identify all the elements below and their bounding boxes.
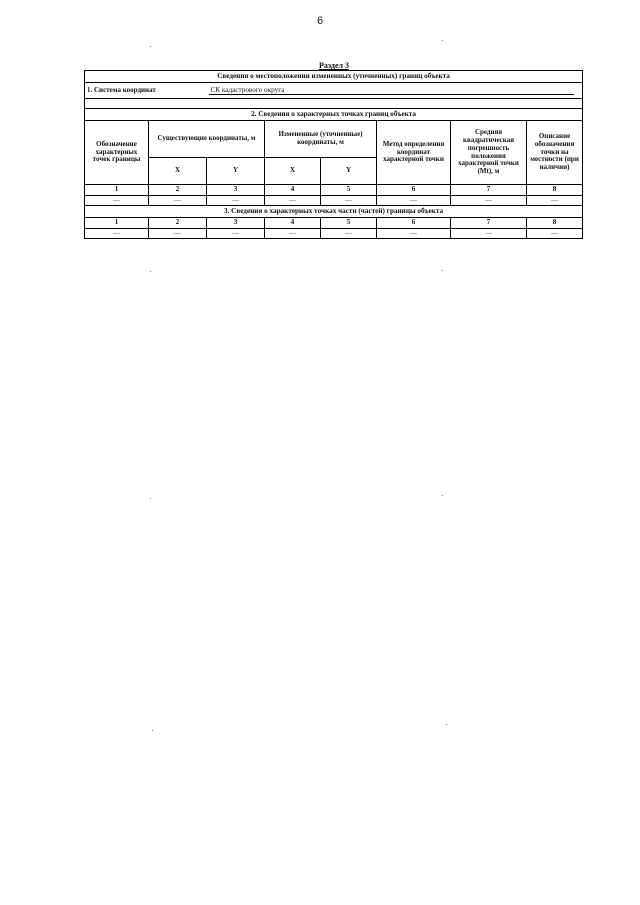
table-cell: —: [207, 196, 265, 206]
column-number: 2: [149, 218, 207, 229]
header-description: Описание обозначения точки на местности (при наличии): [527, 121, 583, 185]
column-number: 8: [527, 218, 583, 229]
boundary-table: [84, 70, 583, 239]
table-cell: —: [527, 229, 583, 239]
header-changed-coords: Измененные (уточненные) координаты, м: [265, 121, 377, 158]
header-method: Метод определения координат характерной точки: [377, 121, 451, 185]
table-row: [85, 196, 583, 206]
coord-system-label: 1. Система координат: [85, 83, 207, 99]
column-number: 6: [377, 185, 451, 196]
column-number: 3: [207, 218, 265, 229]
table-cell: —: [265, 196, 321, 206]
coord-system-underline: [209, 94, 575, 95]
table-cell: —: [149, 229, 207, 239]
column-number: 5: [321, 185, 377, 196]
column-number: 7: [451, 185, 527, 196]
table-cell: —: [527, 196, 583, 206]
column-number: 5: [321, 218, 377, 229]
table-cell: —: [207, 229, 265, 239]
column-number: 1: [85, 185, 149, 196]
header-existing-x: X: [149, 158, 207, 185]
spacer-cell: [85, 99, 583, 109]
column-number: 8: [527, 185, 583, 196]
column-number: 7: [451, 218, 527, 229]
header-changed-y: Y: [321, 158, 377, 185]
column-number: 3: [207, 185, 265, 196]
table-cell: —: [321, 196, 377, 206]
table-row: [85, 229, 583, 239]
table-cell: —: [85, 229, 149, 239]
column-number: 4: [265, 185, 321, 196]
table-cell: —: [321, 229, 377, 239]
header-existing-y: Y: [207, 158, 265, 185]
table-cell: —: [451, 229, 527, 239]
table-cell: —: [451, 196, 527, 206]
spacer-row: [85, 99, 583, 109]
table-cell: —: [265, 229, 321, 239]
column-number: 6: [377, 218, 451, 229]
header-row-top: [85, 121, 583, 158]
table-main-title: Сведения о местоположении измененных (уточненных) границ объекта: [85, 71, 583, 83]
table-cell: —: [85, 196, 149, 206]
part3-title-row: [85, 206, 583, 218]
column-number-row: [85, 218, 583, 229]
section-heading: Раздел 3: [318, 61, 350, 70]
column-number: 2: [149, 185, 207, 196]
page-number: 6: [316, 15, 324, 27]
header-designation: Обозначение характерных точек границы: [85, 121, 149, 185]
header-error: Средняя квадратическая погрешность положения характерной точки (Mt), м: [451, 121, 527, 185]
column-number: 4: [265, 218, 321, 229]
part2-title: 2. Сведения о характерных точках границ объекта: [85, 109, 583, 121]
coord-system-row: [85, 83, 583, 99]
table-cell: —: [149, 196, 207, 206]
column-number: 1: [85, 218, 149, 229]
part3-title: 3. Сведения о характерных точках части (частей) границы объекта: [85, 206, 583, 218]
coord-system-value: СК кадастрового округа: [210, 86, 285, 95]
table-cell: —: [377, 229, 451, 239]
table-cell: —: [377, 196, 451, 206]
part2-title-row: [85, 109, 583, 121]
table-title-row: [85, 71, 583, 83]
column-number-row: [85, 185, 583, 196]
header-changed-x: X: [265, 158, 321, 185]
coord-system-value-cell: [207, 83, 583, 99]
header-existing-coords: Существующие координаты, м: [149, 121, 265, 158]
